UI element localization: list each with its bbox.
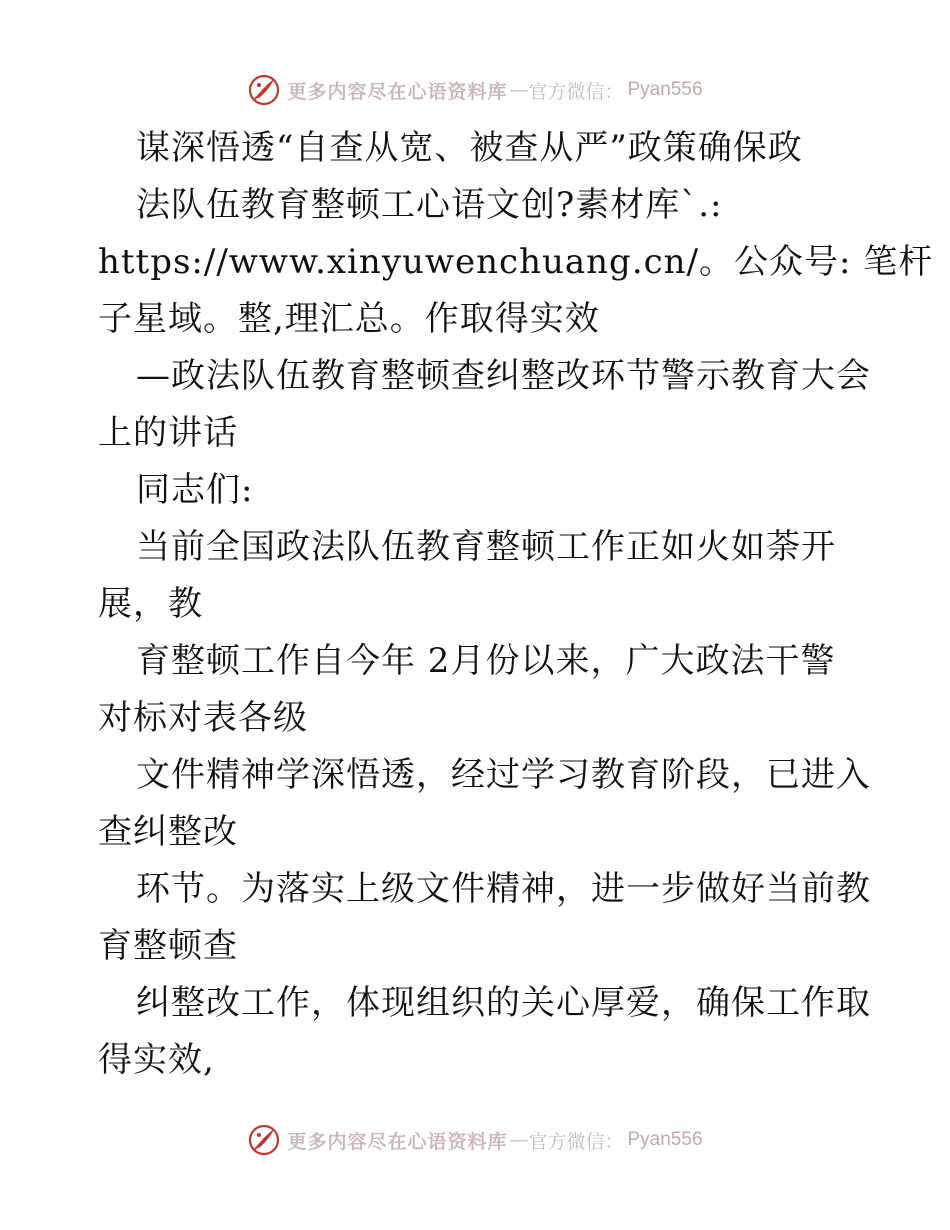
text-line: 上的讲话 [98,413,238,453]
text-line: 展，教 [98,584,203,624]
text-line: https://www.xinyuwenchuang.cn/。公众号: 笔杆 [98,242,934,282]
text-line: 育整顿工作自今年 2月份以来，广大政法干警 [136,641,836,681]
document-body [98,120,934,1089]
text-line: 子星域。整,理汇总。作取得实效 [98,299,600,339]
text-line: 法队伍教育整顿工心语文创?素材库`.: [136,185,723,225]
banner-main-text: 更多内容尽在心语资料库 [287,1130,508,1153]
banner-wechat-id: Pyan556 [627,1129,703,1150]
text-line: 得实效, [98,1040,215,1080]
quill-seal-icon [247,1123,281,1157]
text-line: 文件精神学深悟透，经过学习教育阶段，已进入 [136,755,871,795]
text-line: 当前全国政法队伍教育整顿工作正如火如荼开 [136,527,836,567]
text-line: —政法队伍教育整顿查纠整改环节警示教育大会 [136,356,871,396]
banner-wechat-label: 官方微信： [528,1130,624,1153]
banner-wechat-label: 官方微信： [528,80,624,103]
banner-separator: — [509,79,529,101]
text-line: 育整顿查 [98,926,238,966]
banner-separator: — [509,1129,529,1151]
header-watermark-banner [0,70,950,110]
banner-wechat-id: Pyan556 [627,79,703,100]
text-line: 对标对表各级 [98,698,308,738]
text-line: 纠整改工作，体现组织的关心厚爱，确保工作取 [136,983,871,1023]
footer-watermark-banner [0,1120,950,1160]
text-line: 环节。为落实上级文件精神，进一步做好当前教 [136,869,871,909]
quill-seal-icon [247,73,281,107]
text-line: 同志们: [136,470,254,510]
text-line: 查纠整改 [98,812,238,852]
text-line: 谋深悟透“自查从宽、被查从严”政策确保政 [136,128,803,168]
banner-main-text: 更多内容尽在心语资料库 [287,80,508,103]
